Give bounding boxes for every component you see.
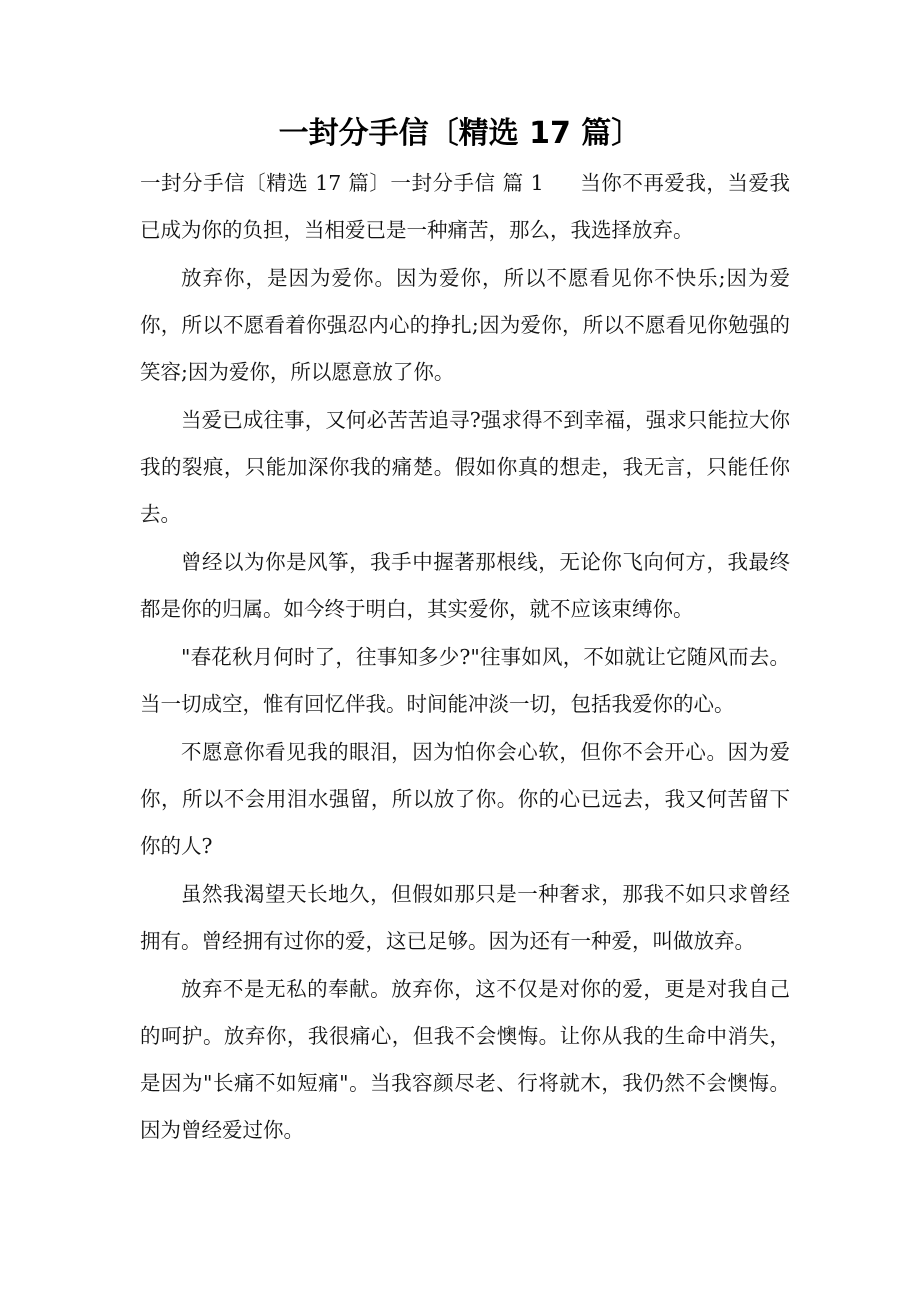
paragraph: 当爱已成往事，又何必苦苦追寻?强求得不到幸福，强求只能拉大你我的裂痕，只能加深你我的痛楚。假如你真的想走，我无言，只能任你去。 [140, 408, 790, 526]
paragraph: "春花秋月何时了，往事知多少?"往事如风，不如就让它随风而去。当一切成空，惟有回忆伴我。时间能冲淡一切，包括我爱你的心。 [140, 645, 790, 716]
lead-paragraph [140, 160, 790, 254]
lead-heading: 一封分手信〔精选 17 篇〕一封分手信 篇 1 [140, 171, 544, 195]
paragraph: 不愿意你看见我的眼泪，因为怕你会心软，但你不会开心。因为爱你，所以不会用泪水强留，所以放了你。你的心已远去，我又何苦留下你的人? [140, 740, 790, 858]
paragraph: 虽然我渴望天长地久，但假如那只是一种奢求，那我不如只求曾经拥有。曾经拥有过你的爱，这已足够。因为还有一种爱，叫做放弃。 [140, 882, 790, 953]
paragraph: 放弃不是无私的奉献。放弃你，这不仅是对你的爱，更是对我自己的呵护。放弃你，我很痛心，但我不会懊悔。让你从我的生命中消失，是因为"长痛不如短痛"。当我容颜尽老、行将就木，我仍然不会懊悔。因为曾经爱过你。 [140, 977, 790, 1142]
paragraph: 曾经以为你是风筝，我手中握著那根线，无论你飞向何方，我最终都是你的归属。如今终于明白，其实爱你，就不应该束缚你。 [140, 550, 790, 621]
paragraph: 放弃你，是因为爱你。因为爱你，所以不愿看见你不快乐;因为爱你，所以不愿看着你强忍内心的挣扎;因为爱你，所以不愿看见你勉强的笑容;因为爱你，所以愿意放了你。 [140, 266, 790, 384]
document-body [140, 160, 790, 1155]
document-title: 一封分手信〔精选 17 篇〕 [278, 116, 642, 151]
lead-text: 当你不再爱我，当爱我已成为你的负担，当相爱已是一种痛苦，那么，我选择放弃。 [140, 171, 790, 242]
